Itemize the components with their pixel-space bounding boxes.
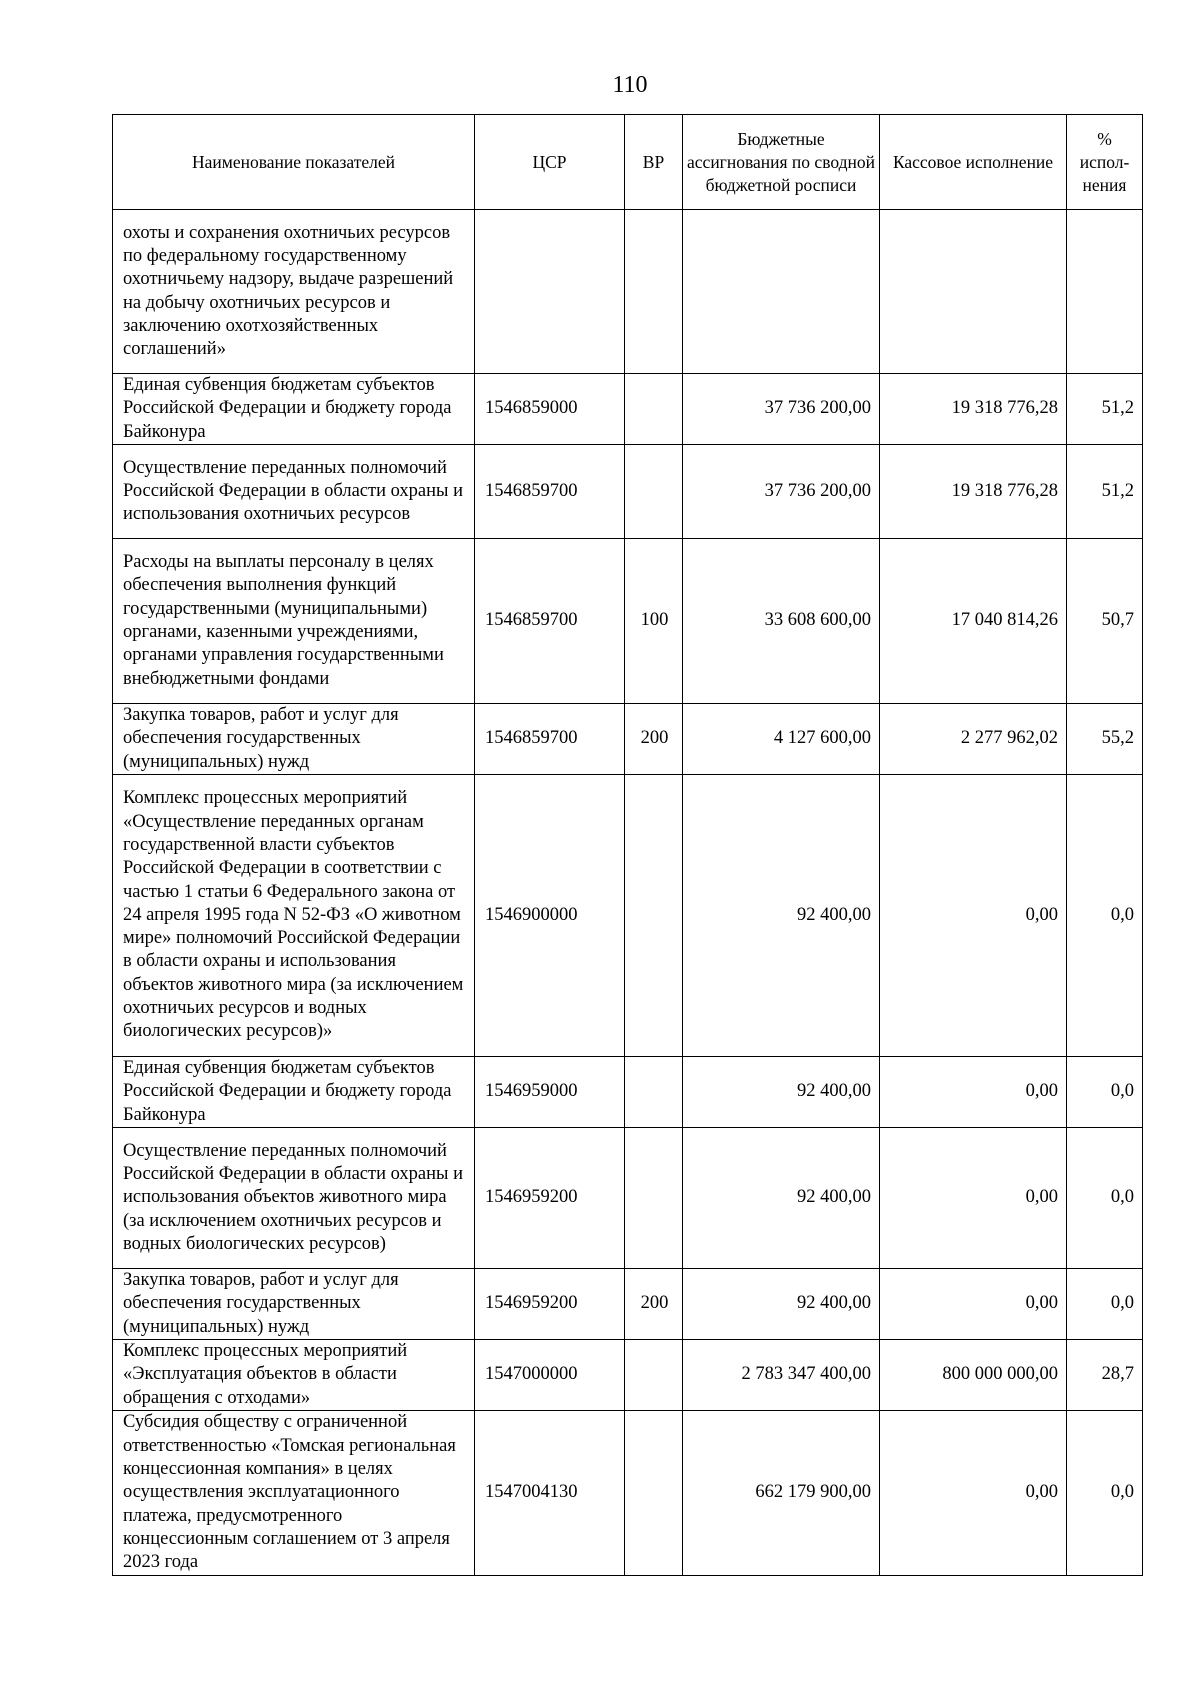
table-row — [113, 1269, 1143, 1340]
row-vr: 200 — [625, 704, 683, 775]
row-budget: 662 179 900,00 — [683, 1411, 880, 1576]
row-budget: 92 400,00 — [683, 1057, 880, 1128]
row-budget: 37 736 200,00 — [683, 445, 880, 539]
row-vr: 200 — [625, 1269, 683, 1340]
row-percent: 51,2 — [1067, 445, 1143, 539]
table-row — [113, 704, 1143, 775]
row-percent — [1067, 210, 1143, 374]
row-vr — [625, 775, 683, 1057]
row-name: Осуществление переданных полномочий Российской Федерации в области охраны и использования объектов животного мира (за исключением охотничьих ресурсов и водных биологических ресурсов) — [113, 1128, 475, 1269]
table-row — [113, 775, 1143, 1057]
row-name: Закупка товаров, работ и услуг для обеспечения государственных (муниципальных) нужд — [113, 704, 475, 775]
header-budget: Бюджетные ассигнования по сводной бюджетной росписи — [683, 115, 880, 210]
table-row — [113, 1411, 1143, 1576]
table-row — [113, 210, 1143, 374]
row-csr: 1547004130 — [475, 1411, 625, 1576]
row-name: охоты и сохранения охотничьих ресурсов по федеральному государственному охотничьему надзору, выдаче разрешений на добычу охотничьих ресурсов и заключению охотхозяйственных соглашений» — [113, 210, 475, 374]
row-cash: 0,00 — [880, 1057, 1067, 1128]
header-percent: % испол-нения — [1067, 115, 1143, 210]
row-name: Комплекс процессных мероприятий «Эксплуатация объектов в области обращения с отходами» — [113, 1340, 475, 1411]
row-name: Осуществление переданных полномочий Российской Федерации в области охраны и использования охотничьих ресурсов — [113, 445, 475, 539]
row-percent: 0,0 — [1067, 1411, 1143, 1576]
row-name: Единая субвенция бюджетам субъектов Российской Федерации и бюджету города Байконура — [113, 1057, 475, 1128]
row-csr: 1546959000 — [475, 1057, 625, 1128]
row-cash: 0,00 — [880, 775, 1067, 1057]
row-budget: 33 608 600,00 — [683, 539, 880, 704]
header-vr: ВР — [625, 115, 683, 210]
row-name: Закупка товаров, работ и услуг для обеспечения государственных (муниципальных) нужд — [113, 1269, 475, 1340]
header-csr: ЦСР — [475, 115, 625, 210]
row-cash: 2 277 962,02 — [880, 704, 1067, 775]
row-csr: 1546959200 — [475, 1269, 625, 1340]
page-number: 110 — [612, 72, 648, 98]
row-name: Комплекс процессных мероприятий «Осуществление переданных органам государственной власти субъектов Российской Федерации в соответствии с частью 1 статьи 6 Федерального закона от 24 апреля 1995 года N 52-ФЗ «О животном мире» полномочий Российской Федерации в области охраны и использования объектов животного мира (за исключением охотничьих ресурсов и водных биологических ресурсов)» — [113, 775, 475, 1057]
row-cash: 19 318 776,28 — [880, 374, 1067, 445]
row-percent: 0,0 — [1067, 1128, 1143, 1269]
table-row — [113, 374, 1143, 445]
row-percent: 55,2 — [1067, 704, 1143, 775]
row-budget: 92 400,00 — [683, 1128, 880, 1269]
row-csr: 1546859700 — [475, 539, 625, 704]
table-body — [113, 210, 1143, 1576]
header-row — [113, 115, 1143, 210]
header-cash: Кассовое исполнение — [880, 115, 1067, 210]
row-csr: 1546959200 — [475, 1128, 625, 1269]
row-csr: 1547000000 — [475, 1340, 625, 1411]
row-csr: 1546859700 — [475, 445, 625, 539]
row-vr — [625, 1411, 683, 1576]
header-name: Наименование показателей — [113, 115, 475, 210]
row-percent: 0,0 — [1067, 775, 1143, 1057]
row-vr — [625, 374, 683, 445]
row-budget: 2 783 347 400,00 — [683, 1340, 880, 1411]
row-vr — [625, 1057, 683, 1128]
row-cash: 0,00 — [880, 1269, 1067, 1340]
row-budget — [683, 210, 880, 374]
table-row — [113, 1340, 1143, 1411]
row-name: Единая субвенция бюджетам субъектов Российской Федерации и бюджету города Байконура — [113, 374, 475, 445]
row-cash: 0,00 — [880, 1128, 1067, 1269]
row-cash — [880, 210, 1067, 374]
row-name: Расходы на выплаты персоналу в целях обеспечения выполнения функций государственными (муниципальными) органами, казенными учреждениями, органами управления государственными внебюджетными фондами — [113, 539, 475, 704]
row-vr — [625, 1128, 683, 1269]
row-cash: 17 040 814,26 — [880, 539, 1067, 704]
budget-execution-table — [112, 114, 1143, 1576]
row-csr — [475, 210, 625, 374]
row-csr: 1546900000 — [475, 775, 625, 1057]
row-percent: 50,7 — [1067, 539, 1143, 704]
row-cash: 19 318 776,28 — [880, 445, 1067, 539]
row-percent: 51,2 — [1067, 374, 1143, 445]
row-budget: 92 400,00 — [683, 1269, 880, 1340]
row-percent: 0,0 — [1067, 1269, 1143, 1340]
row-cash: 0,00 — [880, 1411, 1067, 1576]
row-budget: 4 127 600,00 — [683, 704, 880, 775]
table-row — [113, 1128, 1143, 1269]
table-header — [113, 115, 1143, 210]
row-cash: 800 000 000,00 — [880, 1340, 1067, 1411]
row-vr — [625, 1340, 683, 1411]
table-row — [113, 445, 1143, 539]
row-vr — [625, 210, 683, 374]
row-csr: 1546859000 — [475, 374, 625, 445]
row-vr: 100 — [625, 539, 683, 704]
row-name: Субсидия обществу с ограниченной ответственностью «Томская региональная концессионная компания» в целях осуществления эксплуатационного платежа, предусмотренного концессионным соглашением от 3 апреля 2023 года — [113, 1411, 475, 1576]
row-budget: 37 736 200,00 — [683, 374, 880, 445]
table-row — [113, 1057, 1143, 1128]
row-percent: 0,0 — [1067, 1057, 1143, 1128]
row-csr: 1546859700 — [475, 704, 625, 775]
row-vr — [625, 445, 683, 539]
row-percent: 28,7 — [1067, 1340, 1143, 1411]
row-budget: 92 400,00 — [683, 775, 880, 1057]
table-row — [113, 539, 1143, 704]
